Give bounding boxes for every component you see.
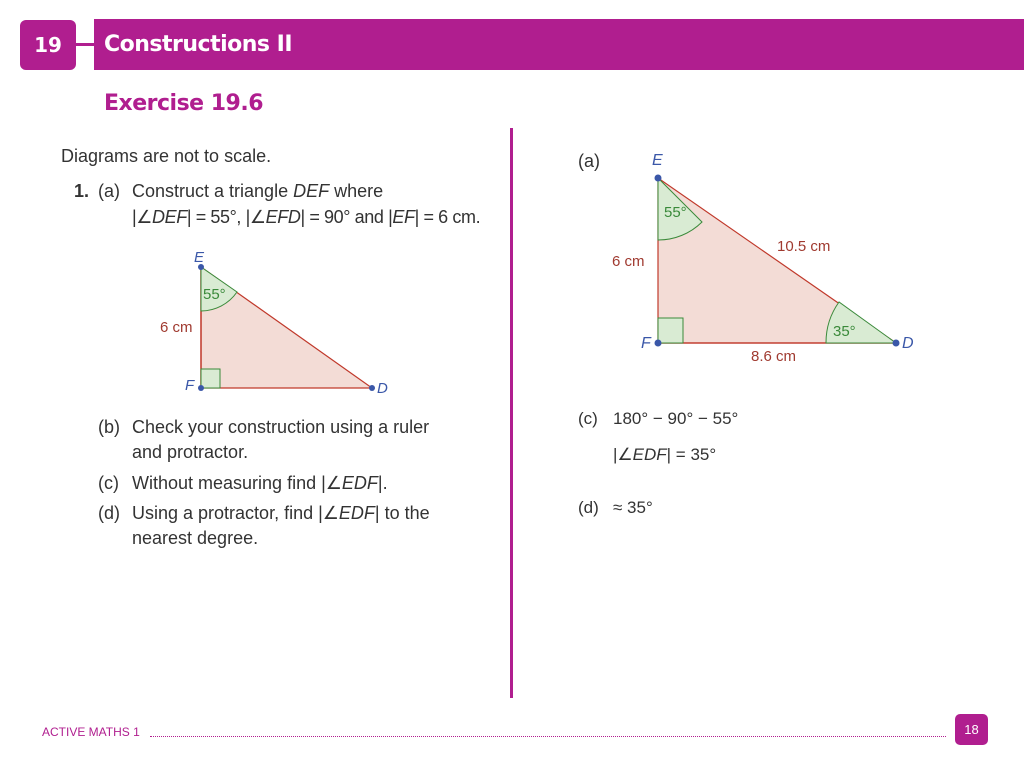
- answer-vertex-e-dot: [655, 175, 662, 182]
- part-d-label: (d): [98, 503, 120, 523]
- answer-vertex-e-label: E: [652, 152, 663, 169]
- answer-side-ef-label: 6 cm: [612, 253, 645, 270]
- footer-dotted-rule: [150, 736, 946, 737]
- side-ef-label: 6 cm: [160, 319, 193, 336]
- answer-c-line1: 180° − 90° − 55°: [613, 409, 739, 428]
- answer-c-line2: |∠EDF| = 35°: [613, 445, 717, 464]
- footer-book-title: ACTIVE MATHS 1: [42, 725, 140, 739]
- answer-d-label: (d): [578, 498, 599, 517]
- answer-vertex-f-dot: [655, 340, 662, 347]
- chapter-connector: [76, 43, 94, 46]
- answer-angle-e-label: 55°: [664, 204, 687, 221]
- part-a-label: (a): [98, 181, 120, 201]
- answer-d-text: ≈ 35°: [613, 498, 653, 517]
- answer-vertex-d-label: D: [902, 335, 914, 352]
- angle-e-label: 55°: [203, 286, 226, 303]
- answer-a-label: (a): [578, 151, 600, 171]
- chapter-number: 19: [34, 33, 62, 57]
- vertex-d-label: D: [377, 380, 388, 397]
- part-d-line1: Using a protractor, find |∠EDF| to the: [132, 503, 430, 523]
- part-c-label: (c): [98, 473, 119, 493]
- vertex-f-dot: [198, 385, 204, 391]
- chapter-title: Constructions II: [104, 32, 293, 57]
- page-number-badge: [955, 714, 988, 745]
- answer-c-label: (c): [578, 409, 598, 428]
- exercise-title: Exercise 19.6: [104, 91, 264, 116]
- part-b-line1: Check your construction using a ruler: [132, 417, 430, 437]
- column-divider: [510, 128, 513, 698]
- answer-side-fd-label: 8.6 cm: [751, 348, 797, 365]
- answer-side-ed-label: 10.5 cm: [777, 238, 831, 255]
- page-number: 18: [964, 722, 979, 737]
- part-d-line2: nearest degree.: [132, 528, 259, 548]
- answer-angle-d-label: 35°: [833, 323, 856, 340]
- vertex-d-dot: [369, 385, 375, 391]
- question-triangle-diagram: [150, 245, 400, 400]
- part-a-line2: |∠DEF| = 55°, |∠EFD| = 90° and |EF| = 6 cm.: [132, 207, 481, 227]
- vertex-e-label: E: [194, 249, 205, 266]
- right-angle-marker: [201, 369, 220, 388]
- answer-vertex-d-dot: [893, 340, 900, 347]
- diagram-note: Diagrams are not to scale.: [61, 146, 272, 166]
- answer-right-angle-marker: [658, 318, 683, 343]
- answer-triangle-diagram: [600, 148, 930, 368]
- chapter-title-bar: [94, 19, 1024, 70]
- answer-vertex-f-label: F: [641, 335, 651, 352]
- chapter-number-badge: [20, 20, 76, 70]
- part-c-text: Without measuring find |∠EDF|.: [132, 473, 388, 493]
- part-b-line2: and protractor.: [132, 442, 249, 462]
- question-number: 1.: [74, 181, 90, 201]
- part-b-label: (b): [98, 417, 120, 437]
- vertex-f-label: F: [185, 377, 195, 394]
- part-a-line1: Construct a triangle DEF where: [132, 181, 384, 201]
